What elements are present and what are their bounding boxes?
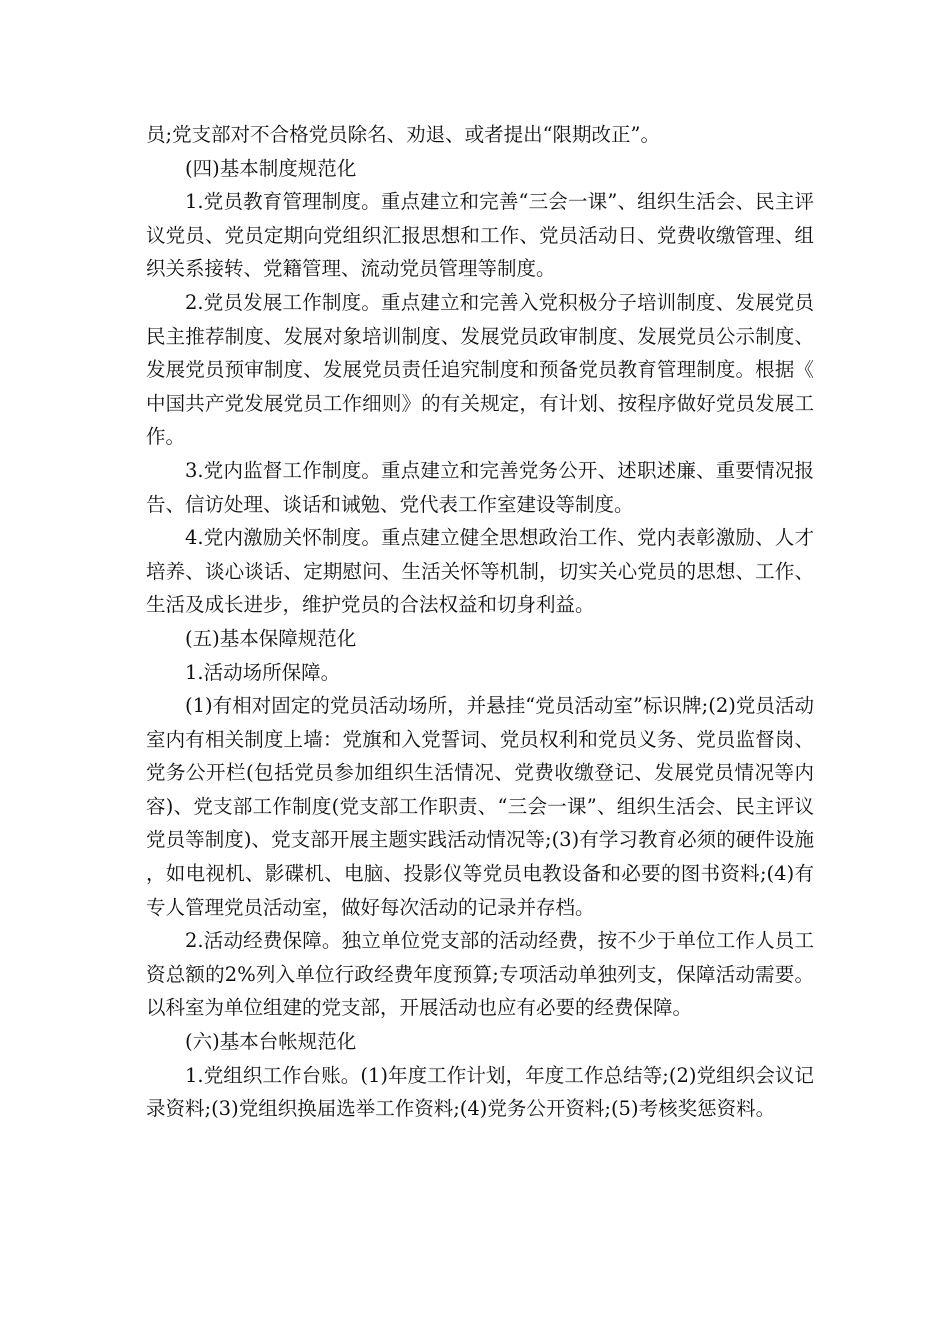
paragraph-1: 员;党支部对不合格党员除名、劝退、或者提出“限期改正”。 — [146, 123, 661, 146]
document-body — [146, 118, 814, 1126]
paragraph-ledger: 1.党组织工作台账。(1)年度工作计划，年度工作总结等;(2)党组织会议记录资料;(3)党组织换届选举工作资料;(4)党务公开资料;(5)考核奖惩资料。 — [146, 1063, 814, 1121]
paragraph-education-system: 1.党员教育管理制度。重点建立和完善“三会一课”、组织生活会、民主评议党员、党员定期向党组织汇报思想和工作、党员活动日、党费收缴管理、组织关系接转、党籍管理、流动党员管理等制度。 — [146, 190, 814, 281]
section-heading-4: (四)基本制度规范化 — [185, 156, 357, 180]
section-heading-5: (五)基本保障规范化 — [185, 626, 357, 650]
paragraph-development-system: 2.党员发展工作制度。重点建立和完善入党积极分子培训制度、发展党员民主推荐制度、发展对象培训制度、发展党员政审制度、发展党员公示制度、发展党员预审制度、发展党员责任追究制度和预备党员教育管理制度。根据《中国共产党发展党员工作细则》的有关规定，有计划、按程序做好党员发展工作。 — [146, 290, 814, 449]
paragraph-funding: 2.活动经费保障。独立单位党支部的活动经费，按不少于单位工作人员工资总额的2%列入单位行政经费年度预算;专项活动单独列支，保障活动需要。以科室为单位组建的党支部，开展活动也应有必要的经费保障。 — [146, 929, 814, 1020]
paragraph-supervision-system: 3.党内监督工作制度。重点建立和完善党务公开、述职述廉、重要情况报告、信访处理、谈话和诫勉、党代表工作室建设等制度。 — [146, 458, 814, 516]
subheading-venue: 1.活动场所保障。 — [185, 660, 341, 684]
section-heading-6: (六)基本台帐规范化 — [185, 1030, 357, 1054]
paragraph-venue-details: (1)有相对固定的党员活动场所，并悬挂“党员活动室”标识牌;(2)党员活动室内有相关制度上墙：党旗和入党誓词、党员权利和党员义务、党员监督岗、党务公开栏(包括党员参加组织生活情况、党费收缴登记、发展党员情况等内容)、党支部工作制度(党支部工作职责、“三会一课”、组织生活会、民主评议党员等制度)、党支部开展主题实践活动情况等;(3)有学习教育必须的硬件设施，如电视机、影碟机、电脑、投影仪等党员电教设备和必要的图书资料;(4)有专人管理党员活动室，做好每次活动的记录并存档。 — [146, 694, 814, 919]
paragraph-incentive-system: 4.党内激励关怀制度。重点建立健全思想政治工作、党内表彰激励、人才培养、谈心谈话、定期慰问、生活关怀等机制，切实关心党员的思想、工作、生活及成长进步，维护党员的合法权益和切身利益。 — [146, 526, 814, 617]
